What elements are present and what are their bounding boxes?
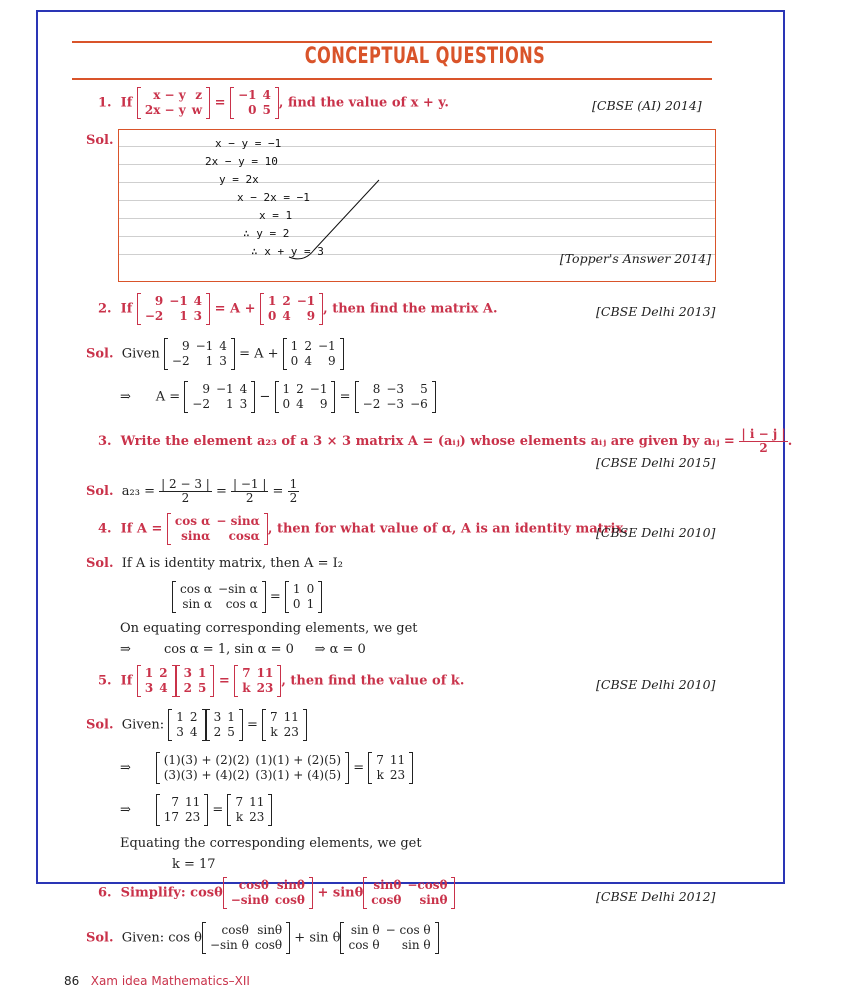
matrix-cell: −sinθ bbox=[230, 893, 269, 907]
matrix-cell: 1 bbox=[292, 582, 301, 596]
matrix bbox=[368, 752, 413, 784]
source: [CBSE Delhi 2010] bbox=[596, 677, 716, 692]
page-number: 86 bbox=[64, 974, 80, 988]
matrix-cell: 3 bbox=[219, 354, 227, 368]
matrix-cell: 7 bbox=[171, 795, 179, 809]
q-text: , find the value of x + y. bbox=[278, 95, 449, 111]
matrix bbox=[227, 794, 272, 826]
matrix bbox=[137, 87, 210, 119]
matrix-cell: sinθ bbox=[257, 923, 283, 937]
matrix-cell: 9 bbox=[328, 354, 336, 368]
matrix-cell: k bbox=[376, 768, 384, 782]
matrix-cell: 3 bbox=[176, 725, 184, 739]
matrix-cell: 9 bbox=[154, 294, 164, 308]
matrix bbox=[176, 665, 215, 697]
matrix-cell: −2 bbox=[144, 309, 164, 323]
matrix-cell: sinθ bbox=[373, 878, 402, 892]
matrix bbox=[202, 922, 290, 954]
matrix-cell: 17 bbox=[163, 810, 179, 824]
matrix-cell: cos α bbox=[225, 597, 258, 611]
matrix-cell: cosθ bbox=[274, 893, 305, 907]
matrix bbox=[234, 665, 281, 697]
matrix-cell: k bbox=[242, 681, 251, 695]
sol-label: Sol. bbox=[86, 133, 114, 148]
matrix-cell: 23 bbox=[389, 768, 406, 782]
matrix-cell: 9 bbox=[202, 382, 210, 396]
solution-2-line-2: ⇒ A = 9 −1 4 −2 1 3 − 1 2 −1 0 4 9 = 8 −3 5 −2 −3 −6 bbox=[120, 381, 436, 413]
matrix-cell: 5 bbox=[227, 725, 235, 739]
matrix-cell: cos α bbox=[174, 514, 211, 528]
matrix-cell: 5 bbox=[262, 103, 271, 117]
handwritten-stroke bbox=[269, 175, 389, 265]
matrix-cell: 11 bbox=[283, 710, 299, 724]
matrix-cell: 7 bbox=[376, 753, 384, 767]
matrix-cell: 4 bbox=[239, 382, 248, 396]
matrix-cell: 9 bbox=[306, 309, 316, 323]
handwritten-line: x = 1 bbox=[259, 209, 293, 222]
matrix bbox=[285, 581, 322, 613]
matrix bbox=[184, 381, 255, 413]
solution-5-line-5: k = 17 bbox=[172, 857, 216, 872]
topper-source: [Topper's Answer 2014] bbox=[559, 251, 711, 266]
solution-2-line-1: Sol. Given 9 −1 4 −2 1 3 = A + 1 2 −1 0 4 9 bbox=[86, 338, 344, 370]
solution-5-line-2: ⇒ (1)(3) + (2)(2) (1)(1) + (2)(5) (3)(3) + (4)(2) (3)(1) + (4)(5) = 7 11 k 23 bbox=[120, 752, 413, 784]
matrix-cell: sin θ bbox=[401, 938, 431, 952]
matrix-cell: − cos θ bbox=[385, 923, 431, 937]
matrix-cell: −1 bbox=[238, 88, 257, 102]
matrix-cell: cosθ bbox=[371, 893, 402, 907]
matrix-cell: 1 bbox=[290, 339, 299, 353]
matrix-cell: sin θ bbox=[350, 923, 380, 937]
matrix-cell: 0 bbox=[306, 582, 315, 596]
source: [CBSE Delhi 2012] bbox=[596, 889, 716, 904]
matrix bbox=[275, 381, 336, 413]
question-2: 2. If 9 −1 4 −2 1 3 = A + 1 2 −1 0 4 9 , then find the matrix A. bbox=[98, 294, 498, 323]
matrix-cell: 5 bbox=[197, 681, 207, 695]
matrix-cell: cos θ bbox=[348, 938, 380, 952]
matrix-cell: 2x − y bbox=[144, 103, 186, 117]
matrix-cell: x − y bbox=[153, 88, 186, 102]
page-title: CONCEPTUAL QUESTIONS bbox=[304, 44, 546, 69]
matrix-cell: sinθ bbox=[276, 878, 305, 892]
matrix-cell: 1 bbox=[306, 597, 315, 611]
source: [CBSE Delhi 2010] bbox=[596, 525, 716, 540]
matrix-cell: 4 bbox=[282, 309, 291, 323]
matrix-cell: 2 bbox=[183, 681, 192, 695]
matrix-cell: 4 bbox=[219, 339, 227, 353]
matrix bbox=[172, 581, 266, 613]
matrix-cell: −1 bbox=[296, 294, 316, 308]
q-if: If bbox=[120, 95, 133, 111]
matrix bbox=[230, 87, 279, 119]
matrix-cell: 0 bbox=[292, 597, 301, 611]
matrix bbox=[223, 877, 313, 909]
matrix-cell: 3 bbox=[213, 710, 222, 724]
solution-5-line-1: Sol. Given: 1 2 3 4 3 1 2 5 = 7 11 k 23 bbox=[86, 709, 307, 741]
matrix-cell: −3 bbox=[386, 397, 405, 411]
matrix-cell: cosθ bbox=[254, 938, 283, 952]
matrix-cell: 1 bbox=[205, 354, 214, 368]
matrix-cell: 23 bbox=[184, 810, 201, 824]
matrix bbox=[137, 665, 176, 697]
matrix bbox=[168, 709, 205, 741]
matrix bbox=[340, 922, 438, 954]
matrix-cell: k bbox=[270, 725, 278, 739]
matrix-cell: 7 bbox=[235, 795, 244, 809]
matrix-cell: 1 bbox=[179, 309, 188, 323]
matrix-cell: 2 bbox=[296, 382, 304, 396]
matrix-cell: 2 bbox=[159, 666, 168, 680]
solution-4-line-3: On equating corresponding elements, we get bbox=[120, 621, 418, 636]
question-1 bbox=[98, 87, 449, 119]
matrix-cell: 23 bbox=[256, 681, 274, 695]
matrix-cell: 5 bbox=[420, 382, 428, 396]
equals: = bbox=[214, 95, 226, 111]
matrix bbox=[260, 293, 323, 325]
question-6: 6. Simplify: cosθ cosθ sinθ −sinθ cosθ + sinθ sinθ −cosθ cosθ sinθ bbox=[98, 877, 455, 909]
matrix-cell: 0 bbox=[248, 103, 257, 117]
handwritten-line: ∴ x + y = 3 bbox=[251, 245, 324, 258]
title-rule-top bbox=[72, 41, 712, 43]
solution-3: Sol. a₂₃ = $\frac{| 2 - 3 |}{2}$ = $\frac{| -1 |}{2}$ = $\frac{1}{2}$ bbox=[86, 477, 298, 505]
matrix-cell: cosθ bbox=[221, 923, 249, 937]
matrix-cell: (3)(3) + (4)(2) bbox=[163, 768, 250, 782]
matrix-cell: −1 bbox=[317, 339, 336, 353]
matrix bbox=[283, 338, 344, 370]
matrix-cell: 1 bbox=[176, 710, 184, 724]
matrix-cell: 0 bbox=[268, 309, 277, 323]
title-rule-bottom bbox=[72, 78, 712, 80]
matrix bbox=[164, 338, 235, 370]
matrix-cell: 7 bbox=[242, 666, 251, 680]
matrix bbox=[206, 709, 243, 741]
matrix-cell: 11 bbox=[249, 795, 265, 809]
matrix-cell: 2 bbox=[304, 339, 312, 353]
matrix-cell: 11 bbox=[256, 666, 274, 680]
matrix-cell: cos α bbox=[180, 582, 213, 596]
matrix-cell: 3 bbox=[183, 666, 192, 680]
matrix-cell: −1 bbox=[309, 382, 328, 396]
matrix-cell: − sinα bbox=[216, 514, 260, 528]
matrix-cell: 4 bbox=[304, 354, 312, 368]
source: [CBSE Delhi 2015] bbox=[596, 455, 716, 470]
matrix bbox=[156, 752, 349, 784]
matrix-cell: (1)(3) + (2)(2) bbox=[163, 753, 250, 767]
matrix-cell: 1 bbox=[282, 382, 291, 396]
matrix-cell: 4 bbox=[296, 397, 304, 411]
matrix-cell: 4 bbox=[262, 88, 271, 102]
source: [CBSE Delhi 2013] bbox=[596, 304, 716, 319]
matrix-cell: 1 bbox=[268, 294, 277, 308]
matrix-cell: −cosθ bbox=[407, 878, 448, 892]
matrix-cell: 7 bbox=[270, 710, 278, 724]
matrix-cell: 3 bbox=[239, 397, 248, 411]
matrix-cell: −3 bbox=[386, 382, 405, 396]
matrix-cell: z bbox=[195, 88, 203, 102]
matrix-cell: w bbox=[191, 103, 203, 117]
matrix-cell: −6 bbox=[410, 397, 428, 411]
matrix-cell: 11 bbox=[184, 795, 201, 809]
matrix-cell: 9 bbox=[181, 339, 190, 353]
matrix-cell: 1 bbox=[226, 397, 234, 411]
matrix-cell: 1 bbox=[144, 666, 154, 680]
matrix-cell: 4 bbox=[193, 294, 203, 308]
matrix-cell: 4 bbox=[159, 681, 168, 695]
matrix-cell: −1 bbox=[169, 294, 188, 308]
source: [CBSE (AI) 2014] bbox=[592, 98, 702, 113]
matrix-cell: 3 bbox=[144, 681, 154, 695]
matrix-cell: sinα bbox=[181, 529, 211, 543]
matrix-cell: cosθ bbox=[238, 878, 269, 892]
matrix-cell: 4 bbox=[189, 725, 198, 739]
matrix-cell: sin α bbox=[182, 597, 213, 611]
solution-5-line-3: ⇒ 7 11 17 23 = 7 11 k 23 bbox=[120, 794, 272, 826]
matrix-cell: 23 bbox=[283, 725, 299, 739]
solution-4-line-1: Sol. If A is identity matrix, then A = I₂ bbox=[86, 556, 343, 571]
matrix-cell: 3 bbox=[193, 309, 203, 323]
handwritten-line: 2x − y = 10 bbox=[205, 155, 278, 168]
matrix-cell: 9 bbox=[319, 397, 328, 411]
solution-4-line-4: ⇒ cos α = 1, sin α = 0 ⇒ α = 0 bbox=[120, 642, 366, 657]
matrix-cell: (3)(1) + (4)(5) bbox=[255, 768, 342, 782]
matrix bbox=[262, 709, 307, 741]
question-4: 4. If A = cos α − sinα sinα cosα , then for what value of α, A is an identity matrix. bbox=[98, 514, 628, 543]
matrix-cell: −2 bbox=[192, 397, 210, 411]
matrix-cell: k bbox=[235, 810, 244, 824]
matrix-cell: −1 bbox=[215, 382, 234, 396]
handwritten-line: x − y = −1 bbox=[215, 137, 282, 150]
matrix-cell: 1 bbox=[197, 666, 207, 680]
matrix-cell: cosα bbox=[228, 529, 260, 543]
matrix-cell: −sin θ bbox=[210, 938, 249, 952]
matrix-cell: −2 bbox=[362, 397, 381, 411]
matrix bbox=[137, 293, 210, 325]
book-title: Xam idea Mathematics–XII bbox=[90, 974, 250, 988]
matrix bbox=[355, 381, 436, 413]
matrix-cell: 2 bbox=[282, 294, 291, 308]
q-number: 1. bbox=[98, 95, 112, 111]
matrix-cell: (1)(1) + (2)(5) bbox=[255, 753, 342, 767]
solution-6-line-1: Sol. Given: cos θ cosθ sinθ −sin θ cosθ + sin θ sin θ − cos θ cos θ sin θ bbox=[86, 922, 439, 954]
matrix-cell: 2 bbox=[213, 725, 222, 739]
page-footer bbox=[64, 974, 250, 988]
matrix-cell: 11 bbox=[389, 753, 406, 767]
matrix-cell: 8 bbox=[372, 382, 381, 396]
matrix-cell: −2 bbox=[171, 354, 190, 368]
question-5: 5. If 1 2 3 4 3 1 2 5 = 7 11 k 23 , then find the value of k. bbox=[98, 666, 465, 695]
matrix-cell: 0 bbox=[290, 354, 299, 368]
handwritten-line: x − 2x = −1 bbox=[237, 191, 310, 204]
topper-answer-box bbox=[118, 129, 716, 282]
matrix-cell: 23 bbox=[249, 810, 265, 824]
solution-4-line-2: cos α −sin α sin α cos α = 1 0 0 1 bbox=[172, 581, 322, 613]
matrix-cell: 0 bbox=[282, 397, 291, 411]
matrix-cell: 1 bbox=[227, 710, 235, 724]
matrix bbox=[167, 513, 268, 545]
matrix bbox=[363, 877, 455, 909]
matrix-cell: 2 bbox=[189, 710, 198, 724]
matrix-cell: sinθ bbox=[419, 893, 448, 907]
matrix bbox=[156, 794, 209, 826]
question-3: 3. Write the element a₂₃ of a 3 × 3 matrix A = (aᵢⱼ) whose elements aᵢⱼ are given by aᵢⱼ = $\frac{| i - j |}{2}$ . bbox=[98, 427, 793, 455]
matrix-cell: −1 bbox=[195, 339, 214, 353]
handwritten-line: y = 2x bbox=[219, 173, 259, 186]
solution-5-line-4: Equating the corresponding elements, we get bbox=[120, 836, 422, 851]
matrix-cell: −sin α bbox=[218, 582, 258, 596]
handwritten-line: ∴ y = 2 bbox=[243, 227, 290, 240]
